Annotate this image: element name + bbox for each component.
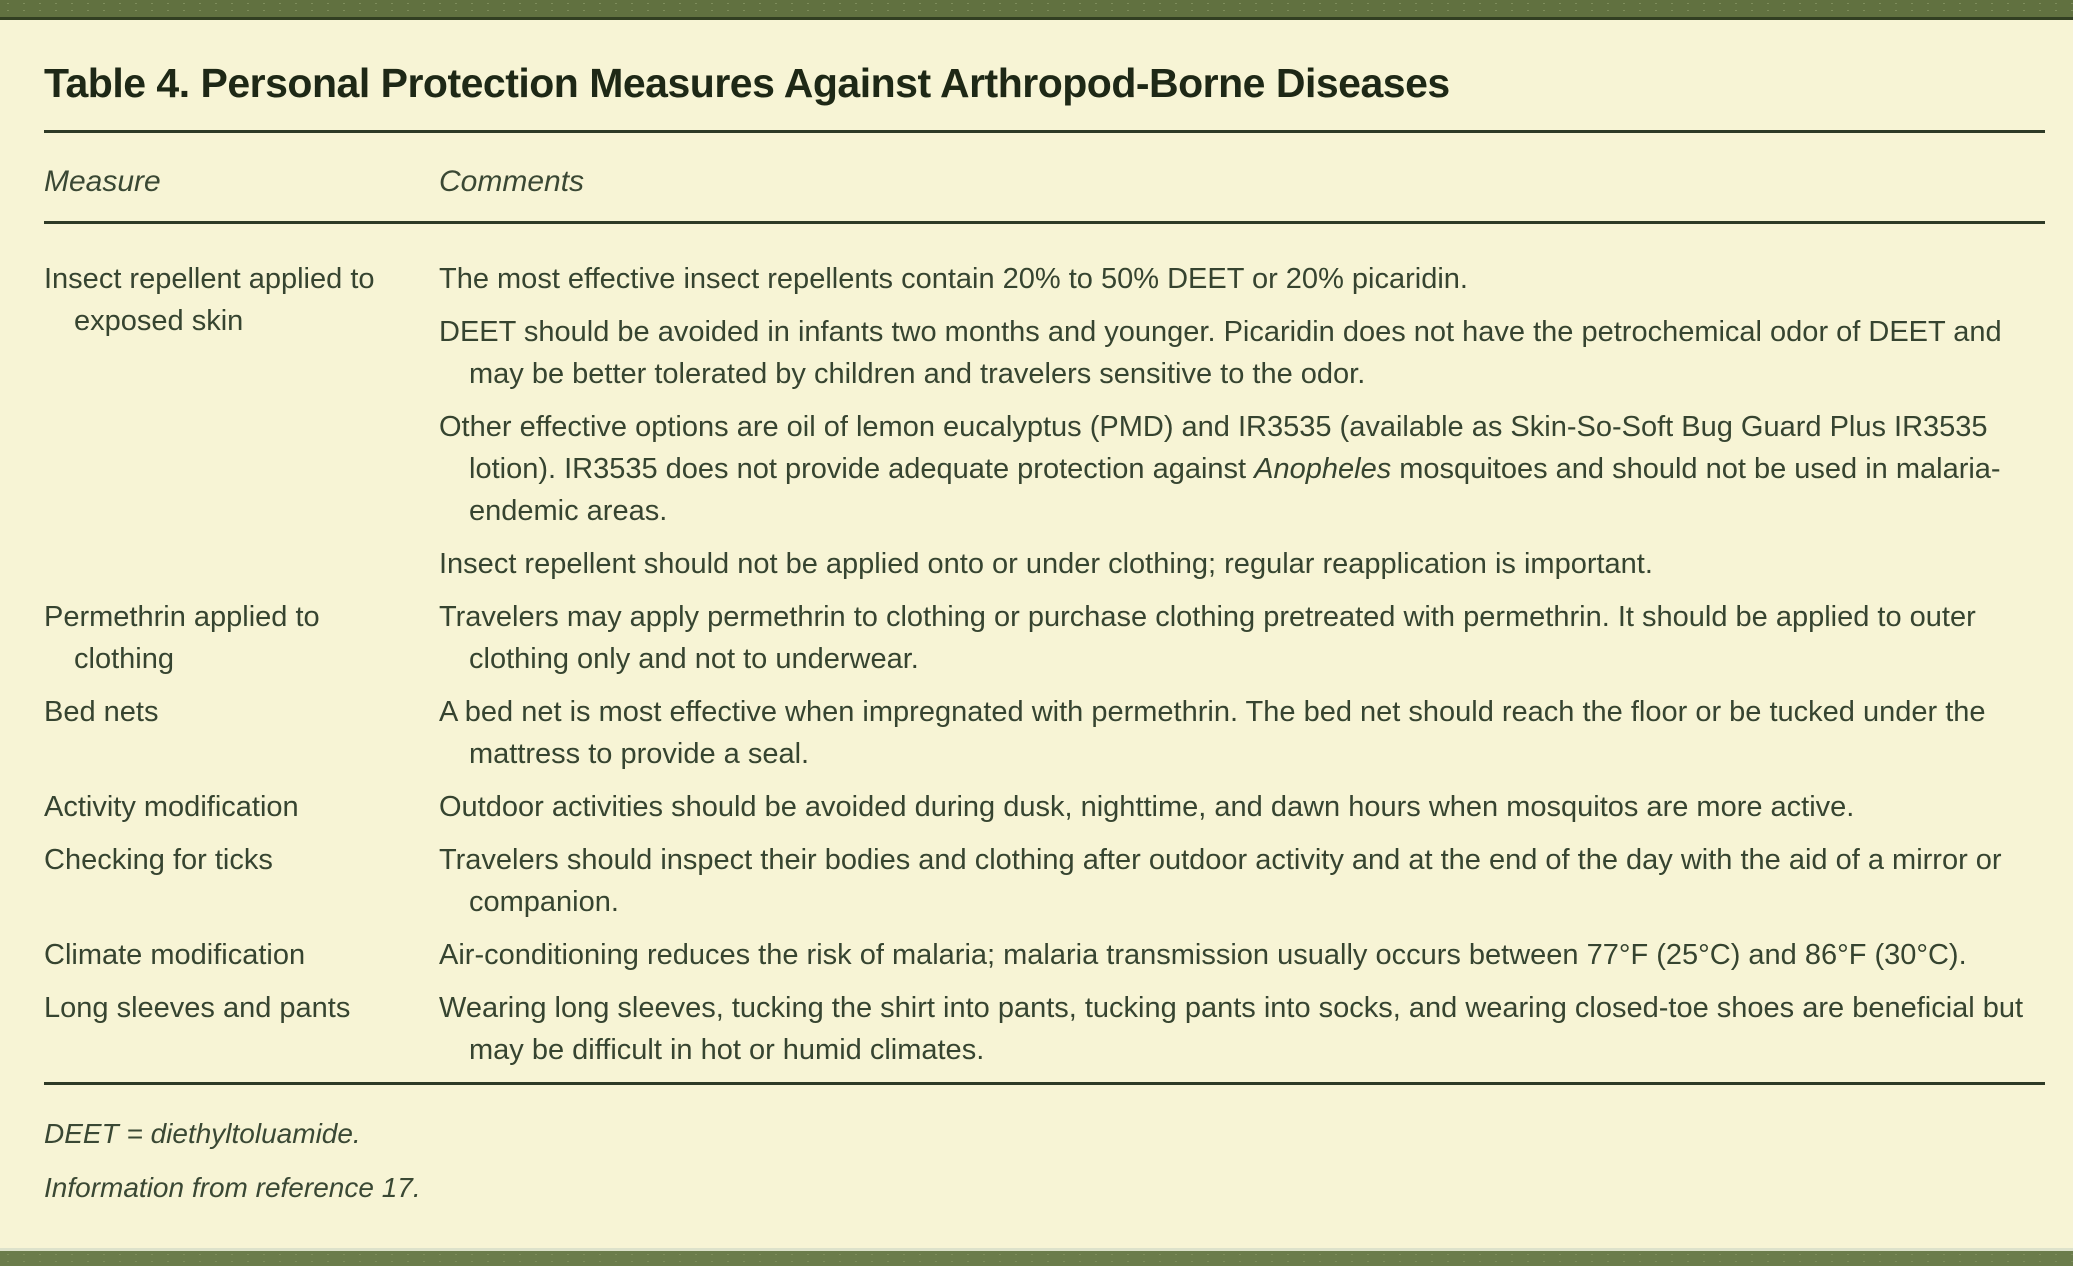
comment-paragraph: A bed net is most effective when impregnated with permethrin. The bed net should reach the floor or be tucked under the mattress to provide a seal. bbox=[439, 696, 1986, 770]
comments-cell bbox=[439, 691, 2045, 786]
comment-paragraph: Insect repellent should not be applied onto or under clothing; regular reapplication is important. bbox=[439, 548, 1653, 580]
comment-paragraph: Travelers may apply permethrin to clothing or purchase clothing pretreated with permethrin. It should be applied to outer clothing only and not to underwear. bbox=[439, 601, 1976, 675]
table-content bbox=[44, 23, 2045, 1221]
comments-cell bbox=[439, 839, 2045, 934]
measure-label: Insect repellent applied to exposed skin bbox=[44, 263, 375, 337]
comments-cell bbox=[439, 987, 2045, 1082]
measure-label: Climate modification bbox=[44, 939, 306, 971]
measure-cell bbox=[44, 691, 439, 786]
measure-label: Checking for ticks bbox=[44, 844, 273, 876]
footnotes bbox=[44, 1113, 2045, 1209]
comments-cell bbox=[439, 596, 2045, 691]
comments-cell bbox=[439, 786, 2045, 839]
comment-paragraph: Wearing long sleeves, tucking the shirt into pants, tucking pants into socks, and wearing closed-toe shoes are beneficial but may be difficult in hot or humid climates. bbox=[439, 992, 2024, 1066]
top-accent-bar bbox=[0, 0, 2073, 20]
table-row bbox=[44, 596, 2045, 691]
table-title: Table 4. Personal Protection Measures Against Arthropod-Borne Diseases bbox=[44, 60, 1450, 106]
measure-cell bbox=[44, 987, 439, 1082]
measure-cell bbox=[44, 596, 439, 691]
measure-cell bbox=[44, 258, 439, 596]
column-header-comments: Comments bbox=[439, 165, 585, 198]
comment-paragraph bbox=[439, 406, 2045, 532]
measure-label: Permethrin applied to clothing bbox=[44, 601, 320, 675]
measure-cell bbox=[44, 934, 439, 987]
table-row bbox=[44, 691, 2045, 786]
rule-above-footnotes bbox=[44, 1082, 2045, 1085]
measure-label: Activity modification bbox=[44, 791, 299, 823]
comment-segment-italic: Anopheles bbox=[1254, 453, 1392, 485]
comment-segment: Other effective options are oil of lemon eucalyptus (PMD) and IR3535 (available as Skin-So-Soft Bug Guard Plus IR3535 lotion). IR3535 does not provide adequate protection against bbox=[439, 411, 1988, 485]
comments-cell bbox=[439, 258, 2045, 596]
comment-paragraph: DEET should be avoided in infants two months and younger. Picaridin does not have the petrochemical odor of DEET and may be better tolerated by children and travelers sensitive to the odor. bbox=[439, 316, 2002, 390]
footnote-source: Information from reference 17. bbox=[44, 1172, 421, 1203]
table-row bbox=[44, 987, 2045, 1082]
column-header-measure: Measure bbox=[44, 165, 161, 198]
column-header-row bbox=[44, 133, 2045, 221]
comment-paragraph: Outdoor activities should be avoided during dusk, nighttime, and dawn hours when mosquitos are more active. bbox=[439, 791, 1855, 823]
comments-cell bbox=[439, 934, 2045, 987]
table-row bbox=[44, 258, 2045, 596]
table-row bbox=[44, 839, 2045, 934]
comment-paragraph: Air-conditioning reduces the risk of malaria; malaria transmission usually occurs between 77°F (25°C) and 86°F (30°C). bbox=[439, 939, 1967, 971]
measure-cell bbox=[44, 786, 439, 839]
comment-paragraph: The most effective insect repellents contain 20% to 50% DEET or 20% picaridin. bbox=[439, 263, 1468, 295]
measure-label: Long sleeves and pants bbox=[44, 992, 351, 1024]
table-row bbox=[44, 786, 2045, 839]
measure-cell bbox=[44, 839, 439, 934]
footnote-abbreviation: DEET = diethyltoluamide. bbox=[44, 1118, 361, 1149]
comment-segment: mosquitoes and should not be used in malaria-endemic areas. bbox=[469, 453, 2001, 527]
bottom-accent-bar bbox=[0, 1248, 2073, 1266]
measure-label: Bed nets bbox=[44, 696, 159, 728]
table-body bbox=[44, 224, 2045, 1082]
comment-paragraph: Travelers should inspect their bodies and clothing after outdoor activity and at the end of the day with the aid of a mirror or companion. bbox=[439, 844, 2002, 918]
table-row bbox=[44, 934, 2045, 987]
